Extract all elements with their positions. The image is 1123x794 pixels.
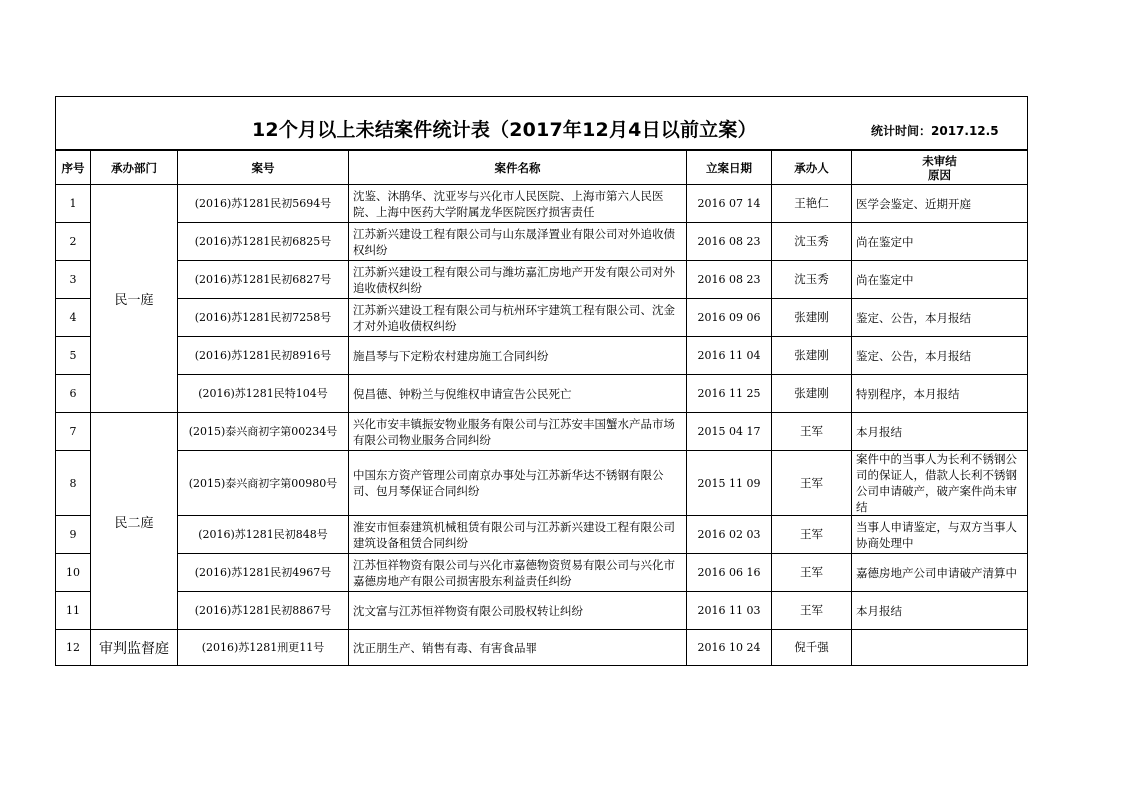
row-case-no: (2016)苏1281民特104号 [178,375,349,413]
row-reason: 医学会鉴定、近期开庭 [852,185,1028,223]
row-reason: 当事人申请鉴定，与双方当事人协商处理中 [852,516,1028,554]
row-handler: 张建刚 [772,337,852,375]
row-handler: 张建刚 [772,375,852,413]
row-seq: 12 [56,630,91,666]
row-case-no: (2015)泰兴商初字第00234号 [178,413,349,451]
header-dept: 承办部门 [91,150,178,185]
row-case-no: (2016)苏1281民初7258号 [178,299,349,337]
row-date: 2016 08 23 [687,261,772,299]
row-date: 2016 07 14 [687,185,772,223]
table-row [56,337,1028,375]
header-reason-line2: 原因 [928,167,951,182]
row-case-name: 沈文富与江苏恒祥物资有限公司股权转让纠纷 [349,592,687,630]
row-date: 2016 11 25 [687,375,772,413]
case-statistics-table [55,96,1028,666]
table-row [56,592,1028,630]
row-date: 2016 06 16 [687,554,772,592]
row-case-no: (2016)苏1281民初8916号 [178,337,349,375]
row-case-name: 江苏新兴建设工程有限公司与杭州环宇建筑工程有限公司、沈金才对外追收债权纠纷 [349,299,687,337]
table-row [56,516,1028,554]
row-seq: 1 [56,185,91,223]
row-handler: 王艳仁 [772,185,852,223]
row-reason [852,630,1028,666]
row-handler: 王军 [772,592,852,630]
header-case-no: 案号 [178,150,349,185]
header-case-name: 案件名称 [349,150,687,185]
table-row [56,413,1028,451]
row-case-no: (2016)苏1281刑更11号 [178,630,349,666]
page-title: 12个月以上未结案件统计表（2017年12月4日以前立案） [252,119,757,141]
header-reason [852,150,1028,185]
table-row [56,299,1028,337]
row-case-no: (2016)苏1281民初8867号 [178,592,349,630]
row-seq: 6 [56,375,91,413]
row-date: 2015 04 17 [687,413,772,451]
row-date: 2015 11 09 [687,451,772,516]
row-case-name: 淮安市恒泰建筑机械租赁有限公司与江苏新兴建设工程有限公司建筑设备租赁合同纠纷 [349,516,687,554]
row-reason: 尚在鉴定中 [852,223,1028,261]
row-case-name: 施昌琴与下定粉农村建房施工合同纠纷 [349,337,687,375]
row-case-name: 江苏新兴建设工程有限公司与潍坊嘉汇房地产开发有限公司对外追收债权纠纷 [349,261,687,299]
table-row [56,261,1028,299]
row-handler: 王军 [772,516,852,554]
row-reason: 本月报结 [852,592,1028,630]
dept-cell: 审判监督庭 [91,630,178,666]
row-case-name: 中国东方资产管理公司南京办事处与江苏新华达不锈钢有限公司、包月琴保证合同纠纷 [349,451,687,516]
row-handler: 沈玉秀 [772,261,852,299]
row-reason: 尚在鉴定中 [852,261,1028,299]
row-case-name: 沈鉴、沐鹃华、沈亚岑与兴化市人民医院、上海市第六人民医院、上海中医药大学附属龙华医院医疗损害责任 [349,185,687,223]
table-row [56,451,1028,516]
row-date: 2016 11 04 [687,337,772,375]
header-reason-line1: 未审结 [922,153,957,168]
stat-time: 统计时间：2017.12.5 [871,124,999,138]
table-row [56,223,1028,261]
row-case-name: 倪昌德、钟粉兰与倪维权申请宣告公民死亡 [349,375,687,413]
row-case-no: (2016)苏1281民初848号 [178,516,349,554]
row-handler: 王军 [772,554,852,592]
header-handler: 承办人 [772,150,852,185]
row-seq: 5 [56,337,91,375]
row-case-no: (2016)苏1281民初4967号 [178,554,349,592]
row-reason: 鉴定、公告，本月报结 [852,337,1028,375]
row-seq: 4 [56,299,91,337]
title-row [56,97,1028,151]
row-case-no: (2015)泰兴商初字第00980号 [178,451,349,516]
row-case-name: 沈正朋生产、销售有毒、有害食品罪 [349,630,687,666]
row-case-name: 江苏恒祥物资有限公司与兴化市嘉德物资贸易有限公司与兴化市嘉德房地产有限公司损害股东利益责任纠纷 [349,554,687,592]
row-handler: 王军 [772,413,852,451]
row-date: 2016 10 24 [687,630,772,666]
row-handler: 沈玉秀 [772,223,852,261]
row-reason: 案件中的当事人为长利不锈钢公司的保证人，借款人长利不锈钢公司申请破产，破产案件尚未审结 [852,451,1028,516]
row-case-name: 兴化市安丰镇振安物业服务有限公司与江苏安丰国蟹水产品市场有限公司物业服务合同纠纷 [349,413,687,451]
dept-cell: 民一庭 [91,185,178,413]
table-row [56,375,1028,413]
row-handler: 张建刚 [772,299,852,337]
row-handler: 倪千强 [772,630,852,666]
dept-cell: 民二庭 [91,413,178,630]
table-row [56,554,1028,592]
header-filing-date: 立案日期 [687,150,772,185]
row-seq: 11 [56,592,91,630]
row-seq: 9 [56,516,91,554]
row-date: 2016 09 06 [687,299,772,337]
row-case-no: (2016)苏1281民初5694号 [178,185,349,223]
row-date: 2016 02 03 [687,516,772,554]
row-reason: 鉴定、公告，本月报结 [852,299,1028,337]
row-handler: 王军 [772,451,852,516]
row-date: 2016 08 23 [687,223,772,261]
table-row [56,630,1028,666]
row-case-no: (2016)苏1281民初6827号 [178,261,349,299]
row-reason: 本月报结 [852,413,1028,451]
row-seq: 3 [56,261,91,299]
row-case-name: 江苏新兴建设工程有限公司与山东晟泽置业有限公司对外追收债权纠纷 [349,223,687,261]
table-row [56,185,1028,223]
row-case-no: (2016)苏1281民初6825号 [178,223,349,261]
header-row [56,150,1028,185]
row-seq: 2 [56,223,91,261]
row-date: 2016 11 03 [687,592,772,630]
row-reason: 特别程序，本月报结 [852,375,1028,413]
row-seq: 10 [56,554,91,592]
row-reason: 嘉德房地产公司申请破产清算中 [852,554,1028,592]
row-seq: 8 [56,451,91,516]
row-seq: 7 [56,413,91,451]
header-seq: 序号 [56,150,91,185]
